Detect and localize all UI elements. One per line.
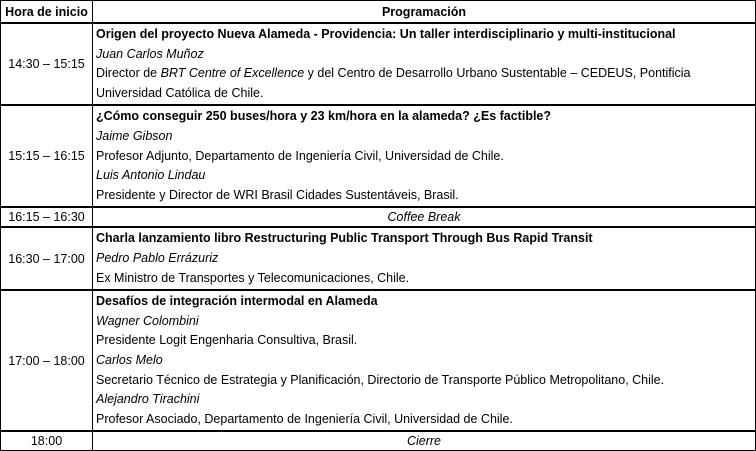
row-time: 14:30 – 15:15 [1,23,93,105]
session-title: Charla lanzamiento libro Restructuring Public Transport Through Bus Rapid Transit [96,231,593,246]
header-row [1,1,756,24]
speaker-role [96,64,752,103]
row-time: 15:15 – 16:15 [1,105,93,207]
session-title: Origen del proyecto Nueva Alameda - Providencia: Un taller interdisciplinario y multi-institucional [96,27,676,41]
session-title: Desafíos de integración intermodal en Alameda [96,294,378,309]
speaker-role: Profesor Asociado, Departamento de Ingeniería Civil, Universidad de Chile. [96,411,513,426]
row-time: 16:30 – 17:00 [1,227,93,290]
speaker-name: Wagner Colombini [96,313,199,328]
speaker-name: Luis Antonio Lindau [96,168,206,183]
table-row [1,105,756,207]
row-program [93,105,756,207]
row-time: 17:00 – 18:00 [1,290,93,431]
header-program: Programación [93,1,756,24]
role-text: Director de [96,66,161,81]
row-time: 16:15 – 16:30 [1,207,93,227]
speaker-name: Pedro Pablo Errázuriz [96,250,219,265]
session-title: ¿Cómo conseguir 250 buses/hora y 23 km/hora en la alameda? ¿Es factible? [96,109,552,124]
speaker-role: Presidente y Director de WRI Brasil Cidades Sustentáveis, Brasil. [96,187,459,202]
row-program [93,23,756,105]
table-row [1,207,756,227]
closing-label: Cierre [93,431,756,451]
header-time: Hora de inicio [1,1,93,24]
break-label: Coffee Break [93,207,756,227]
table-row [1,290,756,431]
role-organization: BRT Centre of Excellence [160,66,305,81]
speaker-name: Alejandro Tirachini [96,392,200,407]
speaker-role: Profesor Adjunto, Departamento de Ingeniería Civil, Universidad de Chile. [96,148,504,163]
speaker-role: Presidente Logit Engenharia Consultiva, Brasil. [96,333,358,348]
row-program [93,227,756,290]
speaker-name: Jaime Gibson [96,128,173,143]
speaker-name: Juan Carlos Muñoz [96,46,204,61]
table-row [1,431,756,451]
table-row [1,23,756,105]
row-time: 18:00 [1,431,93,451]
speaker-role: Ex Ministro de Transportes y Telecomunicaciones, Chile. [96,270,410,285]
table-row [1,227,756,290]
role-text: y del Centro de Desarrollo Urbano Sustentable – CEDEUS, Pontificia Universidad Católica de Chile. [96,66,691,100]
speaker-name: Carlos Melo [96,352,163,367]
speaker-role: Secretario Técnico de Estrategia y Planificación, Directorio de Transporte Público Metropolitano, Chile. [96,372,665,387]
row-program [93,290,756,431]
